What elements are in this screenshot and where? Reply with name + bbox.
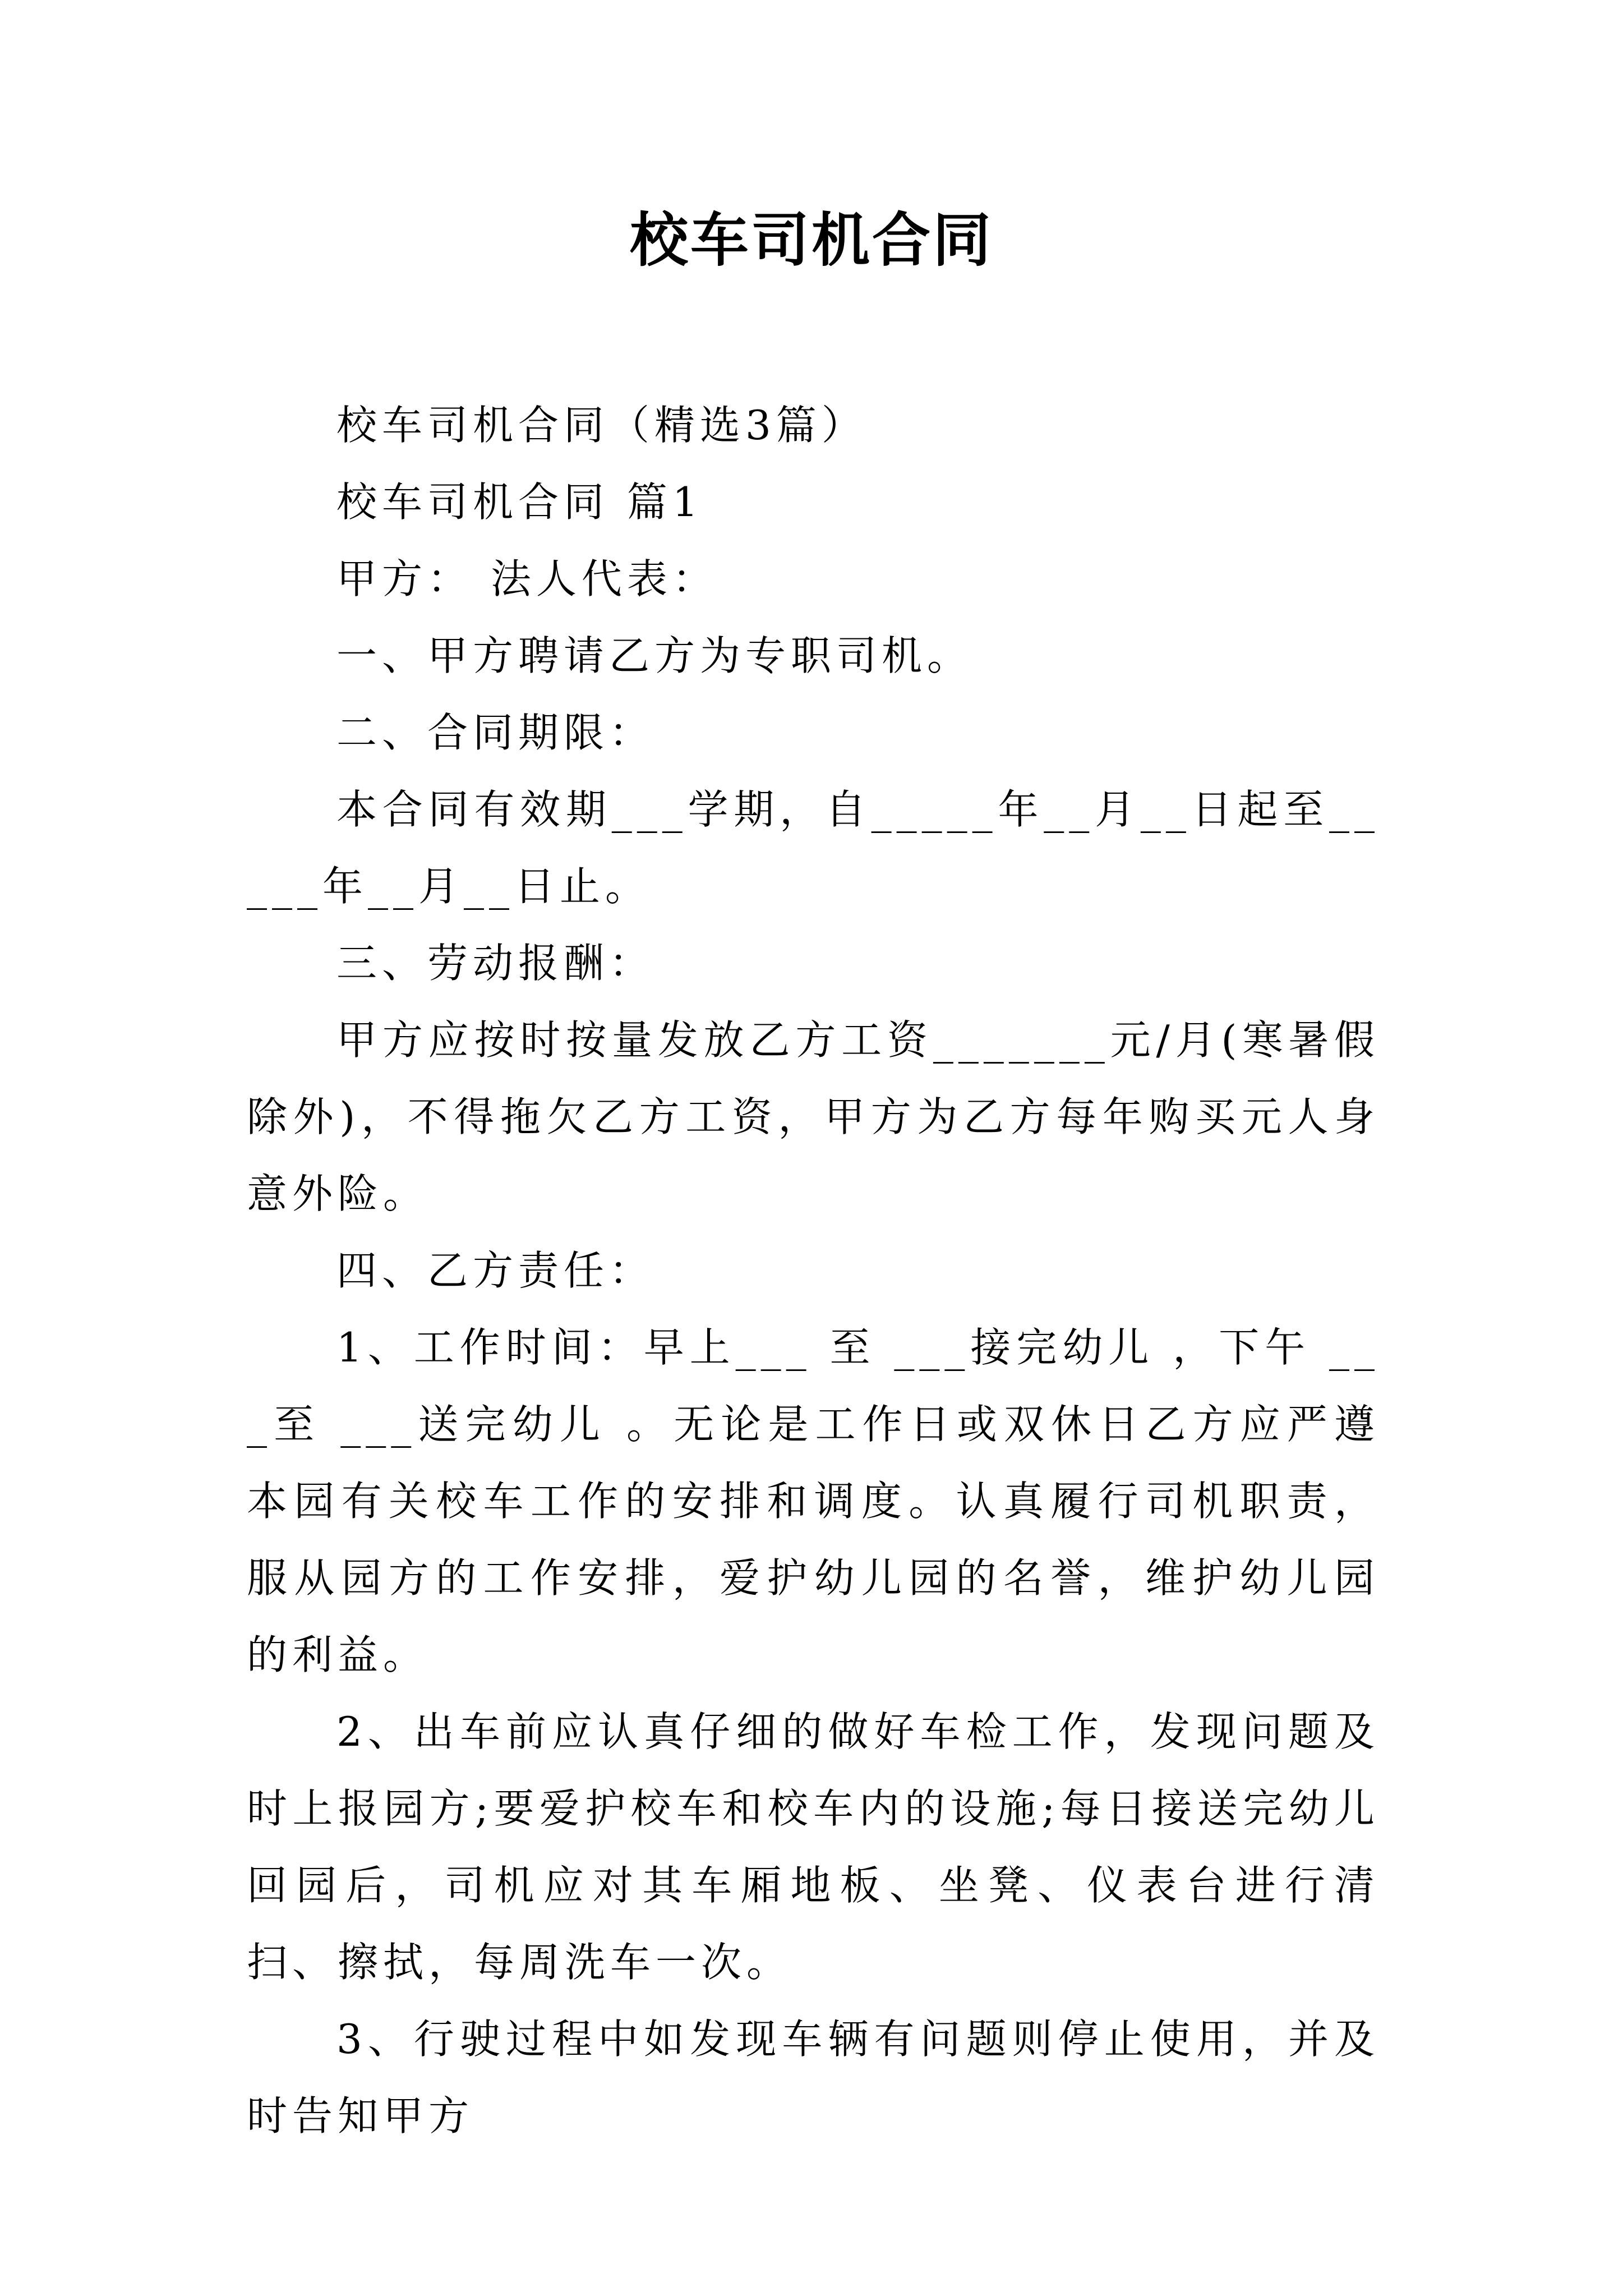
paragraph-clause-4-heading: 四、乙方责任： — [336, 1247, 655, 1294]
paragraph-subtitle: 校车司机合同（精选3篇） — [336, 402, 867, 449]
paragraph-duty-1: 1、工作时间：早上___ 至 ___接完幼儿 ，下午 ___至 ___送完幼儿 。无论是工作日或双休日乙方应严遵本园有关校车工作的安排和调度。认真履行司机职责，服从园方的工作安排，爱护幼儿园的名誉，维护幼儿园的利益。 — [247, 1324, 1380, 1678]
paragraph-clause-2-heading: 二、合同期限： — [336, 709, 655, 756]
document-title: 校车司机合同 — [629, 206, 993, 274]
paragraph-duty-3: 3、行驶过程中如发现车辆有问题则停止使用，并及时告知甲方 — [247, 2016, 1380, 2139]
paragraph-duty-2: 2、出车前应认真仔细的做好车检工作，发现问题及时上报园方;要爱护校车和校车内的设施;每日接送完幼儿回园后，司机应对其车厢地板、坐凳、仪表台进行清扫、擦拭，每周洗车一次。 — [247, 1708, 1380, 1986]
paragraph-clause-3-heading: 三、劳动报酬： — [336, 940, 655, 987]
paragraph-party-a: 甲方： 法人代表： — [336, 555, 718, 602]
paragraph-remuneration: 甲方应按时按量发放乙方工资_______元/月(寒暑假除外)，不得拖欠乙方工资，甲方为乙方每年购买元人身意外险。 — [247, 1016, 1380, 1217]
paragraph-contract-term: 本合同有效期___学期，自_____年__月__日起至_____年__月__日止。 — [247, 786, 1380, 910]
paragraph-clause-1: 一、甲方聘请乙方为专职司机。 — [336, 632, 973, 679]
paragraph-section-heading: 校车司机合同 篇1 — [336, 478, 703, 526]
document-body — [247, 387, 1380, 2155]
